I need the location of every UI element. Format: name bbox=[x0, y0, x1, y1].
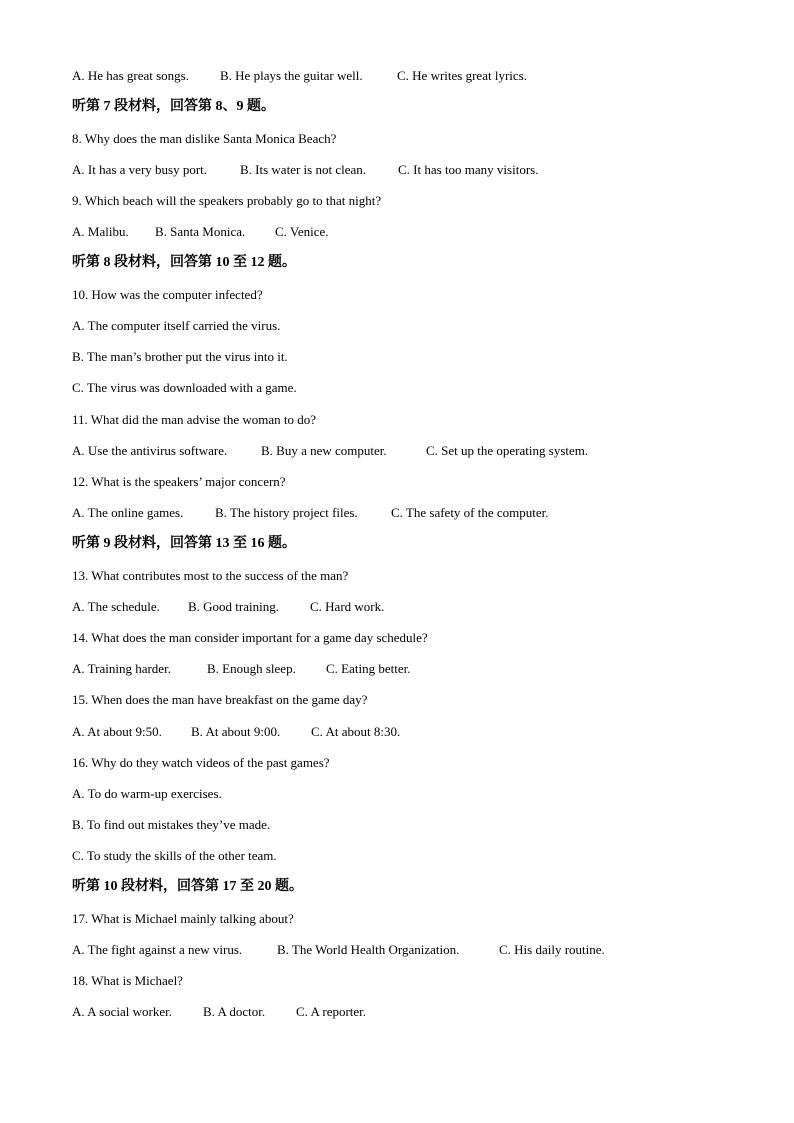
answer-option: B. Its water is not clean. bbox=[240, 162, 366, 177]
question-line: 8. Why does the man dislike Santa Monica Beach? bbox=[72, 131, 337, 146]
question-line: 17. What is Michael mainly talking about? bbox=[72, 911, 294, 926]
answer-option: A. Malibu. bbox=[72, 224, 129, 239]
answer-option: C. His daily routine. bbox=[499, 942, 605, 957]
answer-option: C. Set up the operating system. bbox=[426, 443, 589, 458]
answer-option: A. At about 9:50. bbox=[72, 724, 162, 739]
answer-option: C. Hard work. bbox=[310, 599, 385, 614]
answer-option: B. At about 9:00. bbox=[191, 724, 281, 739]
section-header: 听第 7 段材料，回答第 8、9 题。 bbox=[72, 99, 275, 114]
answer-option: C. Venice. bbox=[275, 224, 329, 239]
question-line: B. To find out mistakes they’ve made. bbox=[72, 817, 271, 832]
section-header: 听第 8 段材料，回答第 10 至 12 题。 bbox=[72, 255, 296, 270]
answer-option: B. Enough sleep. bbox=[207, 661, 296, 676]
answer-option: C. Eating better. bbox=[326, 661, 411, 676]
answer-option: A. It has a very busy port. bbox=[72, 162, 208, 177]
answer-option: B. He plays the guitar well. bbox=[220, 68, 363, 83]
answer-option: A. The schedule. bbox=[72, 599, 160, 614]
answer-option: A. Training harder. bbox=[72, 661, 171, 676]
answer-option: A. Use the antivirus software. bbox=[72, 443, 228, 458]
question-line: 9. Which beach will the speakers probably go to that night? bbox=[72, 193, 382, 208]
answer-option: C. A reporter. bbox=[296, 1004, 367, 1019]
answer-option: C. It has too many visitors. bbox=[398, 162, 539, 177]
question-line: 11. What did the man advise the woman to do? bbox=[72, 412, 317, 427]
answer-option: A. A social worker. bbox=[72, 1004, 173, 1019]
answer-option: C. At about 8:30. bbox=[311, 724, 401, 739]
answer-option: B. Santa Monica. bbox=[155, 224, 246, 239]
question-line: B. The man’s brother put the virus into it. bbox=[72, 349, 288, 364]
question-line: 13. What contributes most to the success of the man? bbox=[72, 568, 349, 583]
section-header: 听第 9 段材料，回答第 13 至 16 题。 bbox=[72, 536, 296, 551]
question-line: 12. What is the speakers’ major concern? bbox=[72, 474, 286, 489]
answer-option: A. The fight against a new virus. bbox=[72, 942, 243, 957]
question-line: C. To study the skills of the other team. bbox=[72, 848, 277, 863]
answer-option: B. A doctor. bbox=[203, 1004, 266, 1019]
question-line: 10. How was the computer infected? bbox=[72, 287, 263, 302]
answer-option: B. The World Health Organization. bbox=[277, 942, 460, 957]
answer-option: C. The safety of the computer. bbox=[391, 505, 549, 520]
question-line: 15. When does the man have breakfast on the game day? bbox=[72, 692, 368, 707]
answer-option: B. The history project files. bbox=[215, 505, 358, 520]
question-line: 18. What is Michael? bbox=[72, 973, 183, 988]
question-line: 16. Why do they watch videos of the past games? bbox=[72, 755, 330, 770]
answer-option: A. The online games. bbox=[72, 505, 184, 520]
question-line: C. The virus was downloaded with a game. bbox=[72, 380, 297, 395]
answer-option: B. Good training. bbox=[188, 599, 279, 614]
answer-option: B. Buy a new computer. bbox=[261, 443, 387, 458]
answer-option: C. He writes great lyrics. bbox=[397, 68, 527, 83]
answer-option: A. He has great songs. bbox=[72, 68, 189, 83]
section-header: 听第 10 段材料，回答第 17 至 20 题。 bbox=[72, 879, 303, 894]
question-line: 14. What does the man consider important for a game day schedule? bbox=[72, 630, 428, 645]
question-line: A. The computer itself carried the virus. bbox=[72, 318, 281, 333]
question-line: A. To do warm-up exercises. bbox=[72, 786, 222, 801]
